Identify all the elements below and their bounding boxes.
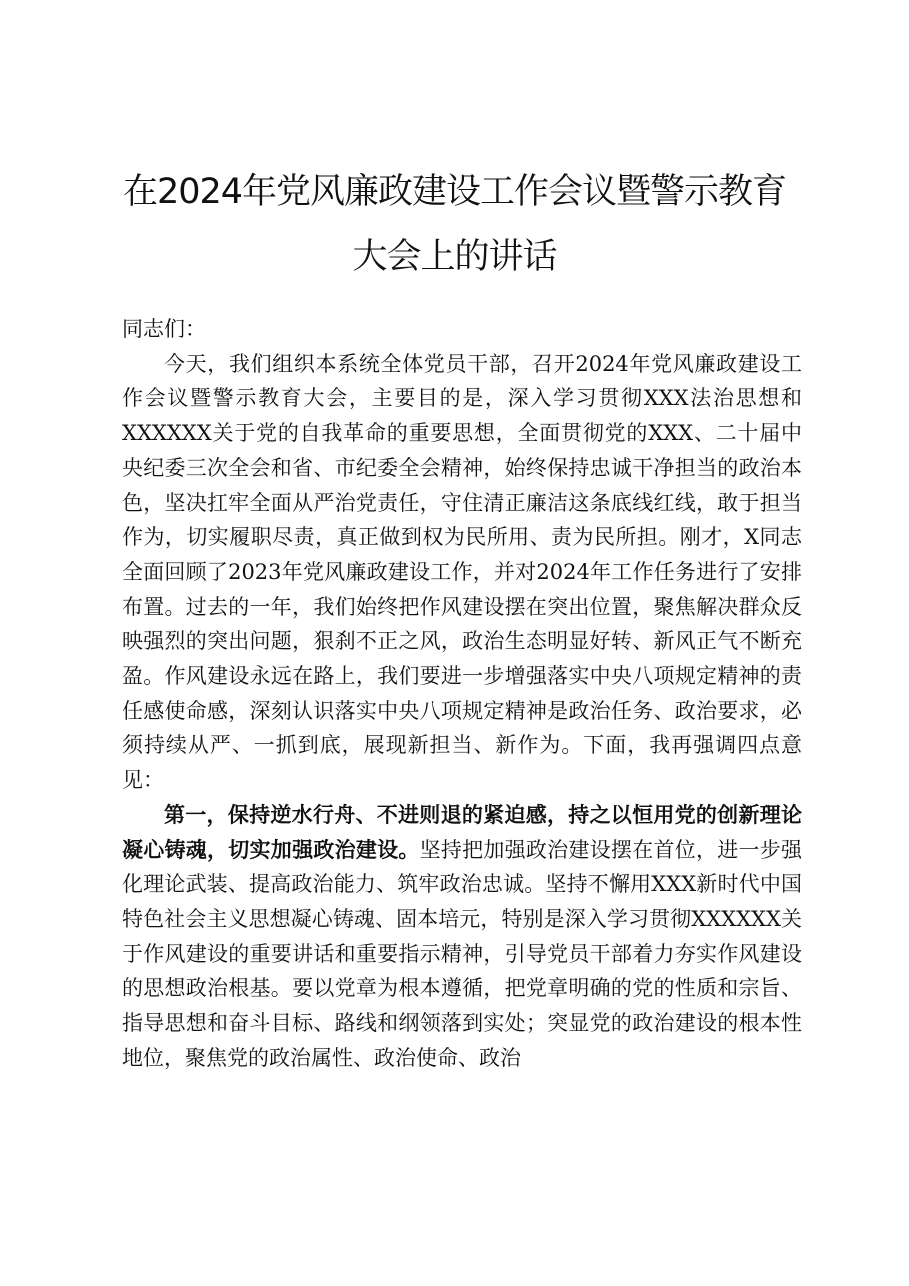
paragraph-opening: 今天，我们组织本系统全体党员干部，召开2024年党风廉政建设工作会议暨警示教育大会，主要目的是，深入学习贯彻XXX法治思想和XXXXXX关于党的自我革命的重要思想，全面贯彻党的XXX、二十届中央纪委三次全会和省、市纪委全会精神，始终保持忠诚干净担当的政治本色，坚决扛牢全面从严治党责任，守住清正廉洁这条底线红线，敢于担当作为，切实履职尽责，真正做到权为民所用、责为民所担。刚才，X同志全面回顾了2023年党风廉政建设工作，并对2024年工作任务进行了安排布置。过去的一年，我们始终把作风建设摆在突出位置，聚焦解决群众反映强烈的突出问题，狠刹不正之风，政治生态明显好转、新风正气不断充盈。作风建设永远在路上，我们要进一步增强落实中央八项规定精神的责任感使命感，深刻认识落实中央八项规定精神是政治任务、政治要求，必须持续从严、一抓到底，展现新担当、新作为。下面，我再强调四点意见： xyxy=(122,351,802,793)
point-one-body: 坚持把加强政治建设摆在首位，进一步强化理论武装、提高政治能力、筑牢政治忠诚。坚持不懈用XXX新时代中国特色社会主义思想凝心铸魂、固本培元，特别是深入学习贯彻XXXXXX关于作风建设的重要讲话和重要指示精神，引导党员干部着力夯实作风建设的思想政治根基。要以党章为根本遵循，把党章明确的党的性质和宗旨、指导思想和奋斗目标、路线和纲领落到实处；突显党的政治建设的根本性地位，聚焦党的政治属性、政治使命、政治 xyxy=(122,837,803,1070)
point-one-heading: 第一，保持逆水行舟、不进则退的紧迫感，持之以恒用党的创新理论凝心铸魂，切实加强政治建设。 xyxy=(122,802,802,862)
document-body xyxy=(122,312,802,1075)
salutation: 同志们： xyxy=(122,317,206,341)
paragraph-point-one xyxy=(122,798,802,1076)
document-title-line-1: 在2024年党风廉政建设工作会议暨警示教育 xyxy=(122,172,787,212)
document-title-line-2: 大会上的讲话 xyxy=(352,237,557,277)
